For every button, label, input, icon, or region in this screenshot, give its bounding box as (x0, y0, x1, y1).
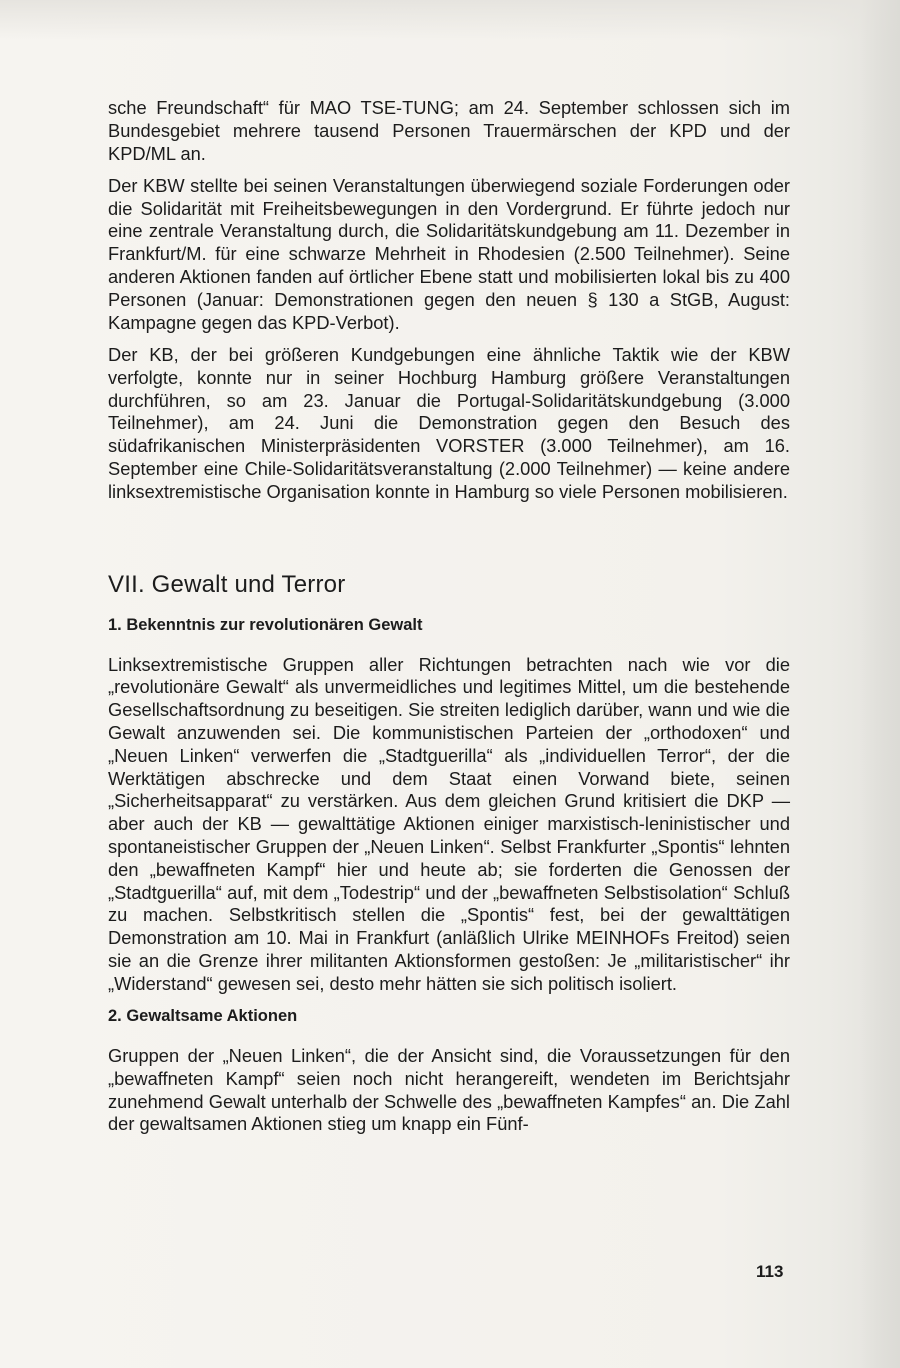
section-heading-revolutionary-violence: 1. Bekenntnis zur revolutionären Gewalt (108, 615, 423, 634)
section-text-revolutionary-violence: Linksextremistische Gruppen aller Richtungen betrachten nach wie vor die „revolutionäre Gewalt“ als unvermeidliches und legitimes Mittel, um die bestehende Gesellschaftsordnung zu beseitigen. Sie streiten lediglich darüber, wann und wie die Gewalt anzuwenden sei. Die kommunistischen Parteien der „orthodoxen“ und „Neuen Linken“ verwerfen die „Stadtguerilla“ als „individuellen Terror“, der die Werktätigen abschrecke und dem Staat einen Vorwand biete, seinen „Sicherheitsapparat“ zu verstärken. Aus dem gleichen Grund kritisiert die DKP — aber auch der KB — gewalttätige Aktionen einiger marxistisch-leninistischer und spontaneistischer Gruppen der „Neuen Linken“. Selbst Frankfurter „Spontis“ lehnten den „bewaffneten Kampf“ hier und heute ab; sie forderten die Genossen der „Stadtguerilla“ auf, mit dem „Todestrip“ und der „bewaffneten Selbstisolation“ Schluß zu machen. Selbstkritisch stellen die „Spontis“ fest, bei der gewalttätigen Demonstration am 10. Mai in Frankfurt (anläßlich Ulrike MEINHOFs Freitod) seien sie an die Grenze ihrer militanten Aktionsformen gestoßen: Je „militaristischer“ ihr „Widerstand“ gewesen sei, desto mehr hätten sie sich politisch isoliert. (108, 653, 790, 994)
scan-shadow-right (860, 0, 900, 1368)
section-text-violent-actions: Gruppen der „Neuen Linken“, die der Ansicht sind, die Voraussetzungen für den „bewaffneten Kampf“ seien noch nicht herangereift, wendeten im Berichtsjahr zunehmend Gewalt unterhalb der Schwelle des „bewaffneten Kampfes“ an. Die Zahl der gewaltsamen Aktionen stieg um knapp ein Fünf- (108, 1045, 790, 1135)
paragraph-kbw: Der KBW stellte bei seinen Veranstaltungen überwiegend soziale Forderungen oder die Solidarität mit Freiheitsbewegungen in den Vordergrund. Er führte jedoch nur eine zentrale Veranstaltung durch, die Solidaritätskundgebung am 11. Dezember in Frankfurt/M. für eine schwarze Mehrheit in Rhodesien (2.500 Teilnehmer). Seine anderen Aktionen fanden auf örtlicher Ebene statt und mobilisierten lokal bis zu 400 Personen (Januar: Demonstrationen gegen den neuen § 130 a StGB, August: Kampagne gegen das KPD-Verbot). (108, 174, 790, 333)
chapter-title: VII. Gewalt und Terror (108, 570, 346, 598)
page-content (108, 97, 790, 1146)
section-heading-violent-actions: 2. Gewaltsame Aktionen (108, 1007, 298, 1025)
paragraph-freundschaft: sche Freundschaft“ für MAO TSE-TUNG; am 24. September schlossen sich im Bundesgebiet mehrere tausend Personen Trauermärschen der KPD und der KPD/ML an. (108, 97, 790, 164)
paragraph-kb: Der KB, der bei größeren Kundgebungen eine ähnliche Taktik wie der KBW verfolgte, konnte nur in seiner Hochburg Hamburg größere Veranstaltungen durchführen, so am 23. Januar die Portugal-Solidaritätskundgebung (3.000 Teilnehmer), am 24. Juni die Demonstration gegen den Besuch des südafrikanischen Ministerpräsidenten VORSTER (3.000 Teilnehmer), am 16. September eine Chile-Solidaritätsveranstaltung (2.000 Teilnehmer) — keine andere linksextremistische Organisation konnte in Hamburg so viele Personen mobilisieren. (108, 343, 790, 502)
scan-shadow-top (0, 0, 900, 40)
page-number: 113 (756, 1262, 784, 1281)
